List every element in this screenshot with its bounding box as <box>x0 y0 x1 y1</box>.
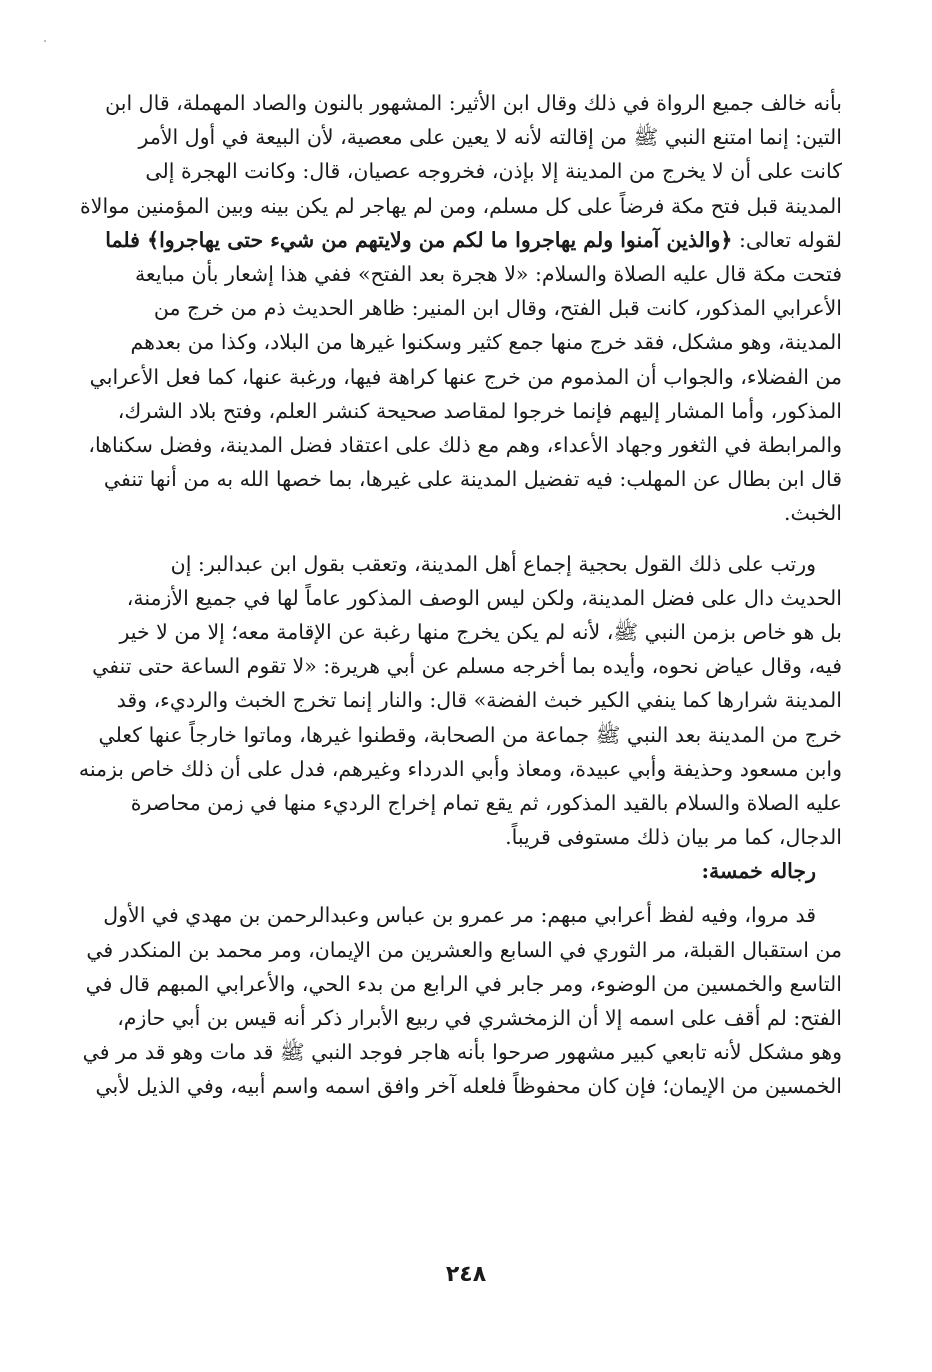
paragraph-2 <box>70 547 842 855</box>
text-line: كانت على أن لا يخرج من المدينة إلا بإذن، فخروجه عصيان، قال: وكانت الهجرة إلى <box>145 159 842 184</box>
text-line: عليه الصلاة والسلام بالقيد المذكور، ثم يقع تمام إخراج الرديء منها في زمن محاصرة <box>130 791 842 816</box>
text-line: المدينة قبل فتح مكة فرضاً على كل مسلم، ومن لم يهاجر لم يكن بينه وبين المؤمنين موالاة <box>80 193 842 218</box>
quran-verse: ﴿والذين آمنوا ولم يهاجروا ما لكم من ولايتهم من شيء حتى يهاجروا﴾ <box>147 227 733 252</box>
text-line: الفتح: لم أقف على اسمه إلا أن الزمخشري في ربيع الأبرار ذكر أنه قيس بن أبي حازم، <box>117 1006 842 1031</box>
text-line: الحديث دال على فضل المدينة، ولكن ليس الوصف المذكور عاماً لها في جميع الأزمنة، <box>126 585 842 610</box>
text-segment: لقوله تعالى: <box>732 227 842 252</box>
text-segment: فلما <box>105 227 148 252</box>
scan-mark <box>44 40 46 42</box>
text-line: الخمسين من الإيمان؛ فإن كان محفوظاً فلعله آخر وافق اسمه واسم أبيه، وفي الذيل لأبي <box>95 1074 842 1099</box>
text-line: من الفضلاء، والجواب أن المذموم من خرج عنها كراهة فيها، ورغبة عنها، كما فعل الأعرابي <box>89 364 842 389</box>
text-line: وهو مشكل لأنه تابعي كبير مشهور صرحوا بأنه هاجر فوجد النبي ﷺ قد مات وهو قد مر في <box>82 1040 842 1065</box>
paragraph-3 <box>70 898 842 1103</box>
text-line: الخبث. <box>783 501 842 526</box>
section-heading: رجاله خمسة: <box>701 859 816 884</box>
paragraph-1 <box>70 86 842 531</box>
text-line: فتحت مكة قال عليه الصلاة والسلام: «لا هجرة بعد الفتح» ففي هذا إشعار بأن مبايعة <box>134 262 842 287</box>
text-line: قد مروا، وفيه لفظ أعرابي مبهم: مر عمرو بن عباس وعبدالرحمن بن مهدي في الأول <box>103 903 816 928</box>
text-line: فيه، وقال عياض نحوه، وأيده بما أخرجه مسلم عن أبي هريرة: «لا تقوم الساعة حتى تنفي <box>92 654 842 679</box>
text-line: ورتب على ذلك القول بحجية إجماع أهل المدينة، وتعقب بقول ابن عبدالبر: إن <box>170 551 816 576</box>
text-line: التين: إنما امتنع النبي ﷺ من إقالته لأنه لا يعين على معصية، لأن البيعة في أول الأمر <box>138 125 842 150</box>
text-line: الأعرابي المذكور، كانت قبل الفتح، وقال ابن المنير: ظاهر الحديث ذم من خرج من <box>153 296 842 321</box>
text-line: بل هو خاص بزمن النبي ﷺ، لأنه لم يكن يخرج منها رغبة عن الإقامة معه؛ إلا من لا خير <box>119 620 842 645</box>
text-line: التاسع والخمسين من الوضوء، ومر جابر في الرابع من بدء الحي، والأعرابي المبهم قال في <box>85 971 842 996</box>
page-body <box>70 86 842 1104</box>
page-number: ٢٤٨ <box>445 1262 487 1287</box>
text-line: خرج من المدينة بعد النبي ﷺ جماعة من الصحابة، وقطنوا غيرها، وماتوا خارجاً عنها كعلي <box>98 722 842 747</box>
text-line: قال ابن بطال عن المهلب: فيه تفضيل المدينة على غيرها، بما خصها الله به من أنها تنفي <box>103 467 842 492</box>
text-line: الدجال، كما مر بيان ذلك مستوفى قريباً. <box>505 825 842 850</box>
text-line: المذكور، وأما المشار إليهم فإنما خرجوا لمقاصد صحيحة كنشر العلم، وفتح بلاد الشرك، <box>117 398 842 423</box>
text-line: والمرابطة في الثغور وجهاد الأعداء، وهم مع ذلك على اعتقاد فضل المدينة، وفضل سكناها، <box>88 433 842 458</box>
text-line: بأنه خالف جميع الرواة في ذلك وقال ابن الأثير: المشهور بالنون والصاد المهملة، قال ابن <box>105 91 842 115</box>
text-line: المدينة، وهو مشكل، فقد خرج منها جمع كثير وسكنوا غيرها من البلاد، وكذا من بعدهم <box>130 330 842 355</box>
text-line: المدينة شرارها كما ينفي الكير خبث الفضة» قال: والنار إنما تخرج الخبث والرديء، وقد <box>116 688 842 713</box>
text-line: من استقبال القبلة، مر الثوري في السابع والعشرين من الإيمان، ومر محمد بن المنكدر في <box>86 937 842 962</box>
text-line <box>70 223 842 257</box>
text-line: وابن مسعود وحذيفة وأبي عبيدة، ومعاذ وأبي الدرداء وغيرهم، فدل على أن ذلك خاص بزمنه <box>78 756 842 781</box>
